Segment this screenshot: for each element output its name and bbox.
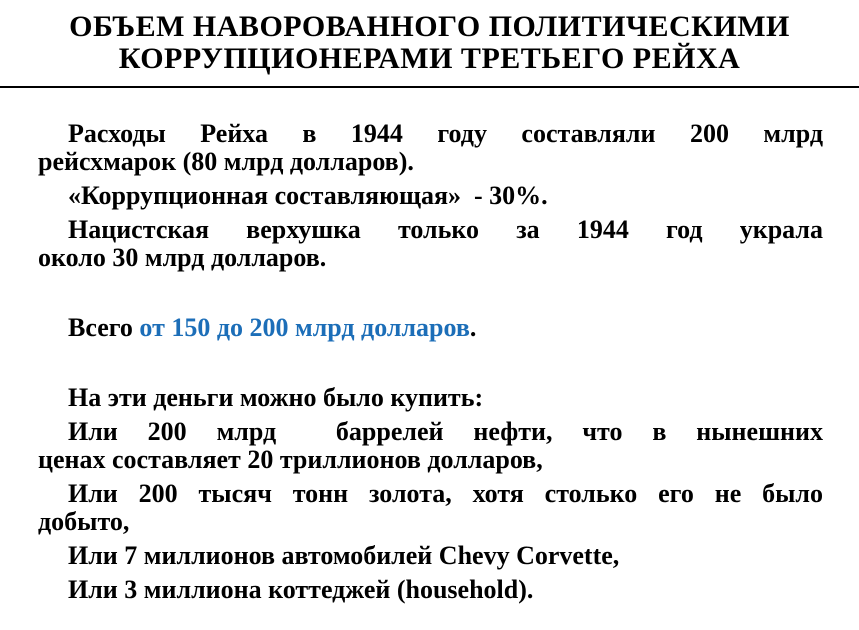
total-suffix: . [469,313,477,342]
text-line: Нацистская верхушка только за 1944 год украла [68,215,823,244]
paragraph-corruption-share [38,182,823,210]
text-line: рейсхмарок (80 млрд долларов). [38,147,414,176]
text-line: Или 200 млрд баррелей нефти, что в нынешних [68,417,823,446]
text-line: ценах составляет 20 триллионов долларов, [38,445,543,474]
slide-title [0,0,859,75]
text-line: добыто, [38,507,130,536]
paragraph-total [38,314,823,342]
text-line: На эти деньги можно было купить: [68,383,484,412]
paragraph-gold [38,480,823,536]
text-line [38,314,823,342]
text-line: Или 200 тысяч тонн золота, хотя столько его не было [68,479,823,508]
paragraph-reich-expenses [38,120,823,176]
text-line: Расходы Рейха в 1944 году составляли 200 млрд [68,119,823,148]
slide-body [0,88,859,604]
text-line: Или 7 миллионов автомобилей Chevy Corvette, [68,541,620,570]
paragraph-cottages [38,576,823,604]
paragraph-oil [38,418,823,474]
text-line: около 30 млрд долларов. [38,243,327,272]
paragraph-buy-intro [38,384,823,412]
slide-title-line-2: КОРРУПЦИОНЕРАМИ ТРЕТЬЕГО РЕЙХА [118,42,741,75]
text-line: «Коррупционная составляющая» - 30%. [68,181,548,210]
slide-title-line-1: ОБЪЕМ НАВОРОВАННОГО ПОЛИТИЧЕСКИМИ [69,10,790,43]
paragraph-nazi-elite [38,216,823,272]
total-prefix: Всего [68,313,140,342]
paragraph-cars [38,542,823,570]
total-highlight: от 150 до 200 млрд долларов [139,313,470,342]
text-line: Или 3 миллиона коттеджей (household). [68,575,534,604]
